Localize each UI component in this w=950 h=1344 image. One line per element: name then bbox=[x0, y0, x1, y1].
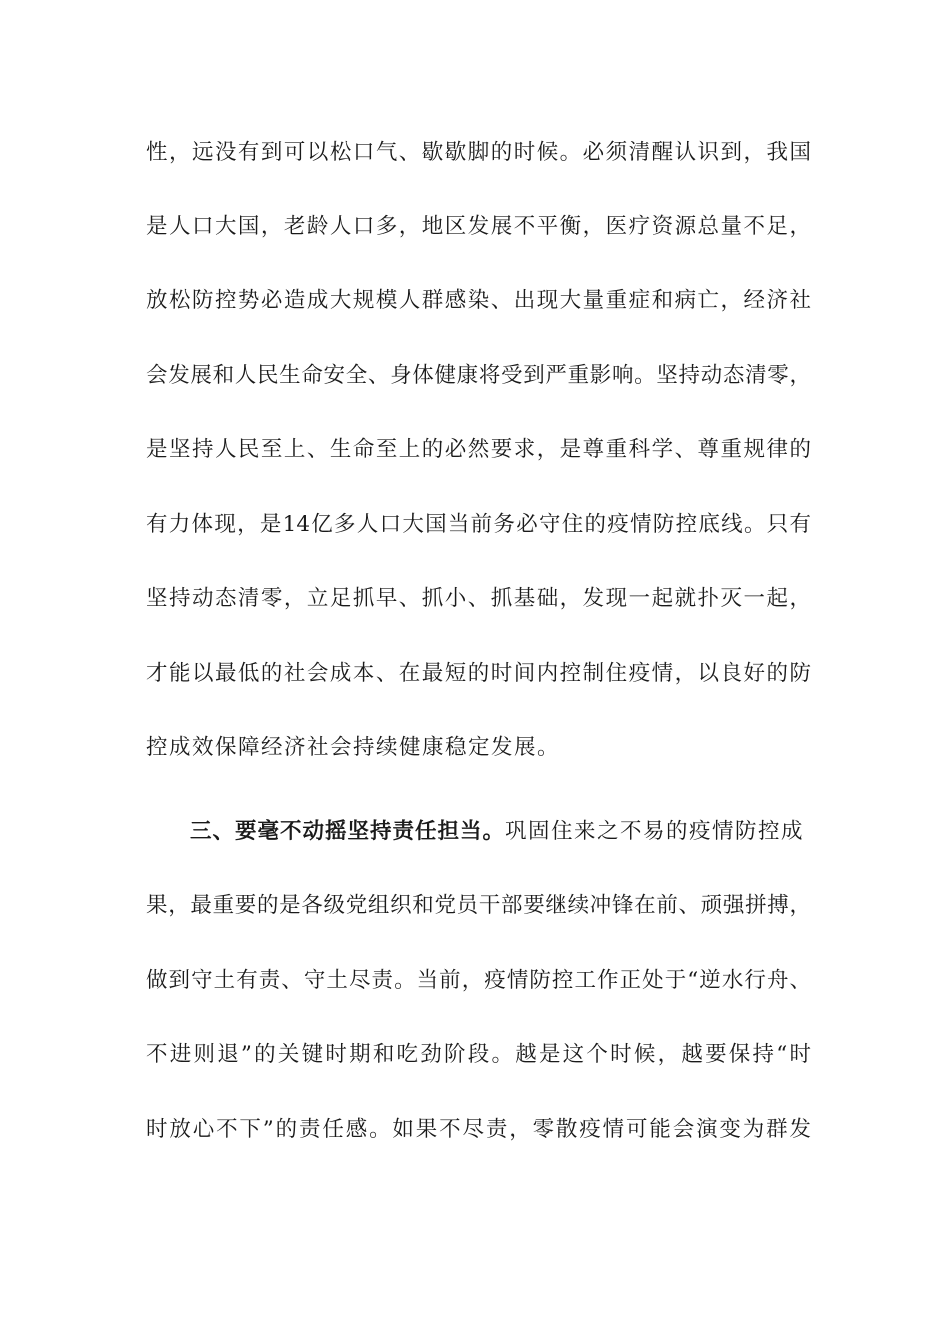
text-line: 会发展和人民生命安全、身体健康将受到严重影响。坚持动态清零， bbox=[146, 363, 811, 388]
text-line: 是人口大国，老龄人口多，地区发展不平衡，医疗资源总量不足， bbox=[146, 214, 811, 239]
text-line: 放松防控势必造成大规模人群感染、出现大量重症和病亡，经济社 bbox=[146, 288, 811, 313]
text-line: 才能以最低的社会成本、在最短的时间内控制住疫情，以良好的防 bbox=[146, 661, 811, 686]
text-line-first bbox=[190, 815, 804, 849]
text-line: 坚持动态清零，立足抓早、抓小、抓基础，发现一起就扑灭一起， bbox=[146, 586, 811, 611]
text-line: 有力体现，是14亿多人口大国当前务必守住的疫情防控底线。只有 bbox=[146, 512, 811, 537]
text-line: 时放心不下”的责任感。如果不尽责，零散疫情可能会演变为群发 bbox=[146, 1117, 811, 1142]
text-line: 性，远没有到可以松口气、歇歇脚的时候。必须清醒认识到，我国 bbox=[146, 140, 811, 165]
heading-following-text: 巩固住来之不易的疫情防控成 bbox=[505, 819, 805, 844]
text-line-last: 控成效保障经济社会持续健康稳定发展。 bbox=[146, 735, 561, 760]
text-line: 不进则退”的关键时期和吃劲阶段。越是这个时候，越要保持“时 bbox=[146, 1042, 811, 1067]
section-heading: 三、要毫不动摇坚持责任担当。 bbox=[190, 819, 506, 844]
text-line: 是坚持人民至上、生命至上的必然要求，是尊重科学、尊重规律的 bbox=[146, 437, 811, 462]
text-line: 做到守土有责、守土尽责。当前，疫情防控工作正处于“逆水行舟、 bbox=[146, 968, 811, 993]
text-line: 果，最重要的是各级党组织和党员干部要继续冲锋在前、顽强拼搏， bbox=[146, 893, 811, 918]
